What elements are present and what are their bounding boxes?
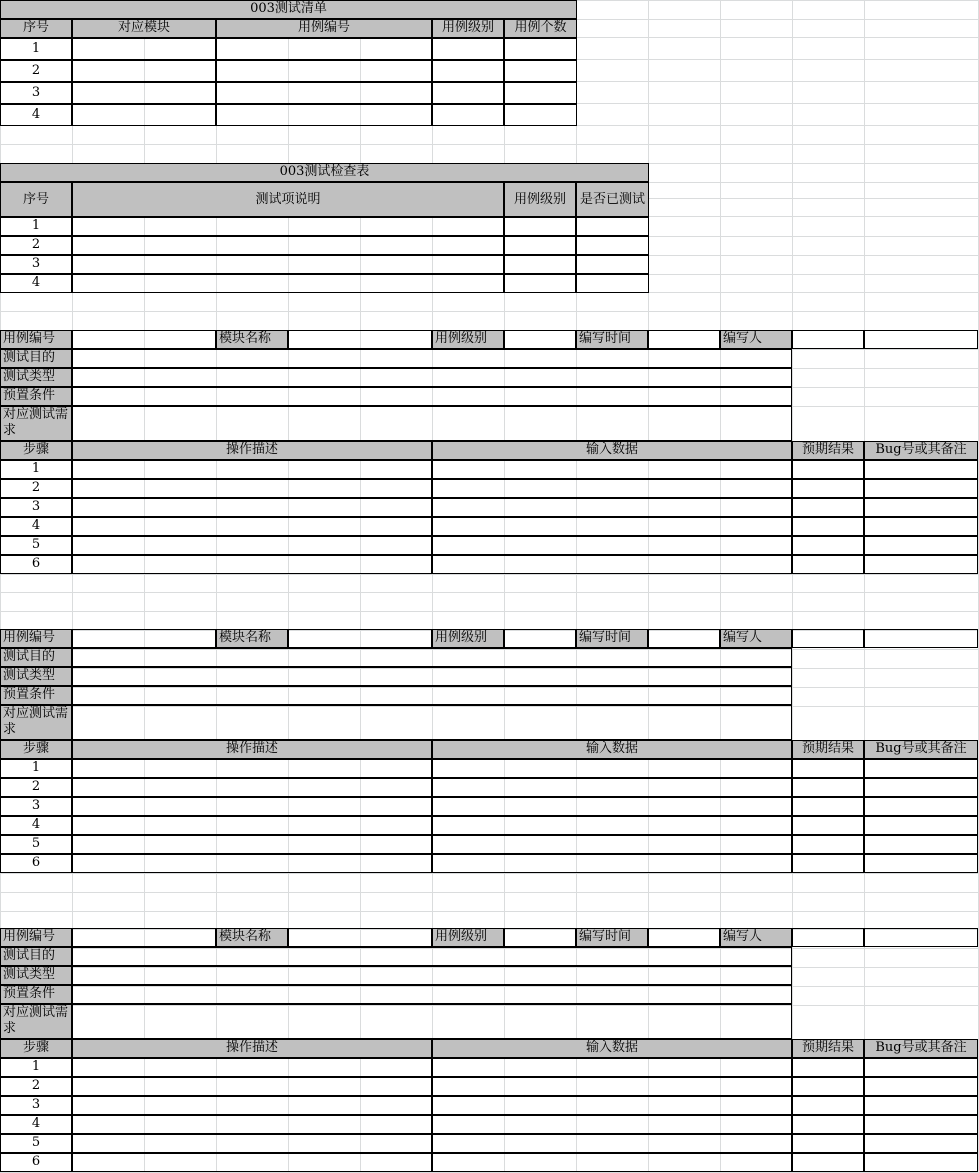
case-2-purpose-field[interactable] — [72, 648, 792, 667]
case-2-step-cell[interactable] — [864, 854, 978, 873]
case-2-step-cell[interactable] — [432, 797, 792, 816]
case-3-label-author: 编写人 — [720, 928, 792, 947]
case-3-header-expected: 预期结果 — [792, 1039, 864, 1058]
case-1-step-cell[interactable] — [864, 479, 978, 498]
case-3-header-bug-note: Bug号或其备注 — [864, 1039, 978, 1058]
case-2-step-cell[interactable] — [72, 759, 432, 778]
case-3-precondition-field[interactable] — [72, 985, 792, 1004]
case-2-label-precondition: 预置条件 — [0, 686, 72, 705]
case-1-header-expected: 预期结果 — [792, 441, 864, 460]
case-3-label-purpose: 测试目的 — [0, 947, 72, 966]
case-3-step-number: 2 — [0, 1077, 72, 1096]
case-2-field[interactable] — [864, 629, 978, 648]
case-3-label-requirement: 对应测试需求 — [0, 1004, 72, 1039]
test-list-cell[interactable] — [432, 60, 504, 82]
case-3-field[interactable] — [648, 928, 720, 947]
case-1-step-cell[interactable] — [792, 517, 864, 536]
case-3-step-cell[interactable] — [792, 1115, 864, 1134]
check-table-header: 序号 — [0, 182, 72, 217]
case-2-step-cell[interactable] — [864, 835, 978, 854]
case-1-field[interactable] — [648, 330, 720, 349]
test-list-cell[interactable] — [432, 38, 504, 60]
case-1-step-number: 1 — [0, 460, 72, 479]
test-list-header: 对应模块 — [72, 19, 216, 38]
case-3-step-cell[interactable] — [792, 1153, 864, 1172]
case-3-header-operation: 操作描述 — [72, 1039, 432, 1058]
test-list-row-number: 1 — [0, 38, 72, 60]
case-3-step-cell[interactable] — [432, 1134, 792, 1153]
test-list-header: 用例编号 — [216, 19, 432, 38]
case-3-step-cell[interactable] — [792, 1077, 864, 1096]
check-table-cell[interactable] — [504, 217, 576, 236]
case-2-label-type: 测试类型 — [0, 667, 72, 686]
case-1-step-cell[interactable] — [432, 498, 792, 517]
test-list-cell[interactable] — [504, 82, 577, 104]
case-3-field[interactable] — [72, 928, 216, 947]
case-2-step-cell[interactable] — [432, 778, 792, 797]
test-list-header: 用例个数 — [504, 19, 577, 38]
case-3-label-case-id: 用例编号 — [0, 928, 72, 947]
case-1-label-purpose: 测试目的 — [0, 349, 72, 368]
test-list-row-number: 4 — [0, 104, 72, 126]
test-list-cell[interactable] — [72, 82, 216, 104]
case-3-label-case-level: 用例级别 — [432, 928, 504, 947]
case-2-step-cell[interactable] — [432, 759, 792, 778]
case-1-step-number: 3 — [0, 498, 72, 517]
case-1-step-cell[interactable] — [432, 517, 792, 536]
case-3-field[interactable] — [504, 928, 576, 947]
case-2-step-cell[interactable] — [864, 778, 978, 797]
case-1-precondition-field[interactable] — [72, 387, 792, 406]
check-table-cell[interactable] — [576, 217, 649, 236]
case-3-field[interactable] — [288, 928, 432, 947]
case-1-header-input: 输入数据 — [432, 441, 792, 460]
case-1-step-number: 5 — [0, 536, 72, 555]
case-2-step-number: 2 — [0, 778, 72, 797]
case-1-field[interactable] — [72, 330, 216, 349]
case-2-type-field[interactable] — [72, 667, 792, 686]
case-3-step-cell[interactable] — [864, 1077, 978, 1096]
case-2-header-input: 输入数据 — [432, 740, 792, 759]
check-table-row-number: 2 — [0, 236, 72, 255]
case-1-step-cell[interactable] — [432, 536, 792, 555]
case-2-label-written-time: 编写时间 — [576, 629, 648, 648]
case-2-step-cell[interactable] — [864, 797, 978, 816]
case-1-step-cell[interactable] — [792, 555, 864, 574]
case-2-header-expected: 预期结果 — [792, 740, 864, 759]
case-2-step-number: 4 — [0, 816, 72, 835]
case-1-field[interactable] — [792, 330, 864, 349]
case-2-step-cell[interactable] — [72, 816, 432, 835]
case-1-header-bug-note: Bug号或其备注 — [864, 441, 978, 460]
case-3-step-number: 4 — [0, 1115, 72, 1134]
case-2-step-cell[interactable] — [792, 759, 864, 778]
case-3-step-cell[interactable] — [864, 1058, 978, 1077]
check-table-cell[interactable] — [72, 274, 504, 293]
case-3-label-written-time: 编写时间 — [576, 928, 648, 947]
test-list-cell[interactable] — [72, 104, 216, 126]
check-table-header: 测试项说明 — [72, 182, 504, 217]
case-2-field[interactable] — [72, 629, 216, 648]
case-1-field[interactable] — [864, 330, 978, 349]
test-list-cell[interactable] — [504, 104, 577, 126]
test-list-title: 003测试清单 — [0, 0, 577, 19]
case-3-step-cell[interactable] — [72, 1096, 432, 1115]
case-1-step-cell[interactable] — [864, 498, 978, 517]
check-table-cell[interactable] — [72, 217, 504, 236]
test-list-row-number: 3 — [0, 82, 72, 104]
case-2-header-step: 步骤 — [0, 740, 72, 759]
case-1-requirement-field[interactable] — [72, 406, 792, 441]
case-3-header-step: 步骤 — [0, 1039, 72, 1058]
check-table-header: 是否已测试 — [576, 182, 649, 217]
case-2-field[interactable] — [288, 629, 432, 648]
case-1-header-operation: 操作描述 — [72, 441, 432, 460]
case-3-step-cell[interactable] — [864, 1115, 978, 1134]
case-1-step-cell[interactable] — [432, 460, 792, 479]
case-3-header-input: 输入数据 — [432, 1039, 792, 1058]
case-1-step-cell[interactable] — [864, 536, 978, 555]
case-3-requirement-field[interactable] — [72, 1004, 792, 1039]
case-1-step-cell[interactable] — [432, 555, 792, 574]
case-2-step-cell[interactable] — [792, 816, 864, 835]
case-3-field[interactable] — [864, 928, 978, 947]
case-2-step-cell[interactable] — [864, 816, 978, 835]
case-3-label-module-name: 模块名称 — [216, 928, 288, 947]
case-3-label-precondition: 预置条件 — [0, 985, 72, 1004]
case-2-step-cell[interactable] — [72, 778, 432, 797]
check-table-row-number: 4 — [0, 274, 72, 293]
case-2-step-number: 1 — [0, 759, 72, 778]
case-3-step-cell[interactable] — [792, 1096, 864, 1115]
test-list-cell[interactable] — [504, 60, 577, 82]
test-list-cell[interactable] — [72, 60, 216, 82]
case-2-step-cell[interactable] — [72, 854, 432, 873]
check-table-cell[interactable] — [504, 274, 576, 293]
case-2-step-cell[interactable] — [432, 816, 792, 835]
case-2-label-case-id: 用例编号 — [0, 629, 72, 648]
case-1-step-cell[interactable] — [792, 498, 864, 517]
case-2-field[interactable] — [504, 629, 576, 648]
case-2-field[interactable] — [792, 629, 864, 648]
test-list-cell[interactable] — [72, 38, 216, 60]
case-1-step-cell[interactable] — [72, 555, 432, 574]
case-1-step-cell[interactable] — [72, 460, 432, 479]
case-3-step-number: 3 — [0, 1096, 72, 1115]
test-list-header: 序号 — [0, 19, 72, 38]
case-3-step-cell[interactable] — [792, 1058, 864, 1077]
case-3-step-cell[interactable] — [864, 1153, 978, 1172]
check-table-header: 用例级别 — [504, 182, 576, 217]
case-1-label-requirement: 对应测试需求 — [0, 406, 72, 441]
test-list-cell[interactable] — [216, 38, 432, 60]
case-1-field[interactable] — [504, 330, 576, 349]
case-2-step-cell[interactable] — [864, 759, 978, 778]
case-1-field[interactable] — [288, 330, 432, 349]
case-1-label-case-level: 用例级别 — [432, 330, 504, 349]
test-list-row-number: 2 — [0, 60, 72, 82]
check-table-row-number: 1 — [0, 217, 72, 236]
case-3-type-field[interactable] — [72, 966, 792, 985]
case-2-step-cell[interactable] — [792, 778, 864, 797]
case-1-step-number: 2 — [0, 479, 72, 498]
case-3-step-cell[interactable] — [432, 1115, 792, 1134]
case-2-field[interactable] — [648, 629, 720, 648]
test-list-cell[interactable] — [432, 82, 504, 104]
case-2-label-case-level: 用例级别 — [432, 629, 504, 648]
case-2-label-module-name: 模块名称 — [216, 629, 288, 648]
test-list-cell[interactable] — [216, 82, 432, 104]
case-1-step-cell[interactable] — [792, 479, 864, 498]
case-3-step-cell[interactable] — [432, 1153, 792, 1172]
check-table-cell[interactable] — [72, 236, 504, 255]
case-2-header-operation: 操作描述 — [72, 740, 432, 759]
case-2-label-purpose: 测试目的 — [0, 648, 72, 667]
test-list-cell[interactable] — [432, 104, 504, 126]
test-list-cell[interactable] — [504, 38, 577, 60]
case-2-requirement-field[interactable] — [72, 705, 792, 740]
case-3-step-cell[interactable] — [432, 1096, 792, 1115]
case-2-step-number: 3 — [0, 797, 72, 816]
case-2-step-cell[interactable] — [792, 854, 864, 873]
case-3-step-number: 5 — [0, 1134, 72, 1153]
case-3-step-cell[interactable] — [72, 1115, 432, 1134]
case-2-step-cell[interactable] — [432, 854, 792, 873]
case-2-step-cell[interactable] — [792, 835, 864, 854]
case-2-step-number: 6 — [0, 854, 72, 873]
case-1-step-cell[interactable] — [432, 479, 792, 498]
case-2-step-number: 5 — [0, 835, 72, 854]
check-table-row-number: 3 — [0, 255, 72, 274]
case-3-step-cell[interactable] — [864, 1134, 978, 1153]
check-table-cell[interactable] — [576, 236, 649, 255]
case-1-label-written-time: 编写时间 — [576, 330, 648, 349]
case-2-step-cell[interactable] — [72, 835, 432, 854]
check-table-cell[interactable] — [504, 236, 576, 255]
case-1-step-cell[interactable] — [864, 460, 978, 479]
case-1-step-cell[interactable] — [792, 460, 864, 479]
check-table-title: 003测试检查表 — [0, 163, 649, 182]
case-1-step-cell[interactable] — [72, 479, 432, 498]
case-2-step-cell[interactable] — [792, 797, 864, 816]
case-1-step-number: 6 — [0, 555, 72, 574]
case-2-step-cell[interactable] — [72, 797, 432, 816]
check-table-cell[interactable] — [576, 255, 649, 274]
case-3-step-cell[interactable] — [864, 1096, 978, 1115]
case-2-precondition-field[interactable] — [72, 686, 792, 705]
test-list-cell[interactable] — [216, 60, 432, 82]
case-1-header-step: 步骤 — [0, 441, 72, 460]
case-3-step-cell[interactable] — [792, 1134, 864, 1153]
case-3-step-cell[interactable] — [72, 1058, 432, 1077]
case-1-step-number: 4 — [0, 517, 72, 536]
case-3-label-type: 测试类型 — [0, 966, 72, 985]
case-3-step-cell[interactable] — [432, 1058, 792, 1077]
case-1-step-cell[interactable] — [792, 536, 864, 555]
case-2-label-author: 编写人 — [720, 629, 792, 648]
case-3-step-cell[interactable] — [72, 1077, 432, 1096]
case-1-step-cell[interactable] — [864, 517, 978, 536]
case-1-label-precondition: 预置条件 — [0, 387, 72, 406]
case-1-step-cell[interactable] — [864, 555, 978, 574]
case-3-step-number: 1 — [0, 1058, 72, 1077]
check-table-cell[interactable] — [504, 255, 576, 274]
case-1-label-case-id: 用例编号 — [0, 330, 72, 349]
case-3-field[interactable] — [792, 928, 864, 947]
test-list-header: 用例级别 — [432, 19, 504, 38]
case-1-step-cell[interactable] — [72, 536, 432, 555]
check-table-cell[interactable] — [576, 274, 649, 293]
case-3-step-cell[interactable] — [432, 1077, 792, 1096]
case-3-step-cell[interactable] — [72, 1134, 432, 1153]
case-2-label-requirement: 对应测试需求 — [0, 705, 72, 740]
case-1-label-module-name: 模块名称 — [216, 330, 288, 349]
case-3-purpose-field[interactable] — [72, 947, 792, 966]
case-2-step-cell[interactable] — [432, 835, 792, 854]
case-2-header-bug-note: Bug号或其备注 — [864, 740, 978, 759]
case-3-step-number: 6 — [0, 1153, 72, 1172]
case-1-label-type: 测试类型 — [0, 368, 72, 387]
case-1-label-author: 编写人 — [720, 330, 792, 349]
case-1-step-cell[interactable] — [72, 498, 432, 517]
case-3-step-cell[interactable] — [72, 1153, 432, 1172]
check-table-cell[interactable] — [72, 255, 504, 274]
case-1-step-cell[interactable] — [72, 517, 432, 536]
case-1-type-field[interactable] — [72, 368, 792, 387]
case-1-purpose-field[interactable] — [72, 349, 792, 368]
test-list-cell[interactable] — [216, 104, 432, 126]
